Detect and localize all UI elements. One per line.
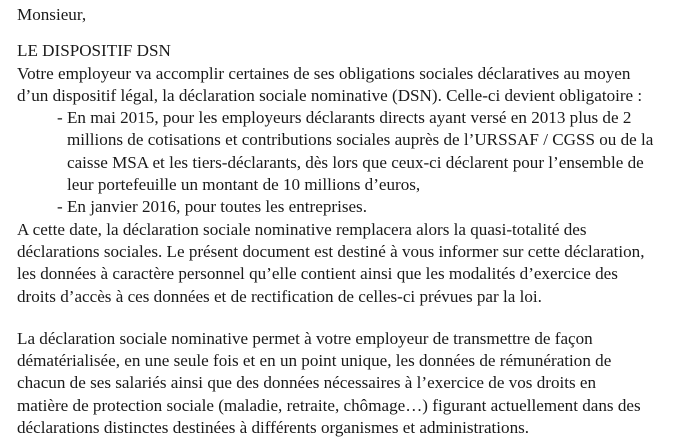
salutation: Monsieur, bbox=[17, 5, 87, 24]
paragraph-line: chacun de ses salariés ainsi que des données nécessaires à l’exercice de vos droits en bbox=[17, 373, 597, 393]
intro-paragraph bbox=[17, 63, 700, 108]
paragraph-dsn-purpose bbox=[17, 328, 700, 439]
paragraph-line: A cette date, la déclaration sociale nominative remplacera alors la quasi-totalité des bbox=[17, 219, 587, 239]
paragraph-replacement bbox=[17, 219, 700, 308]
bullet-may-2015 bbox=[17, 107, 700, 196]
bullet-line: millions de cotisations et contributions sociales auprès de l’URSSAF / CGSS ou de la bbox=[67, 130, 654, 150]
bullet-line: leur portefeuille un montant de 10 millions d’euros, bbox=[67, 175, 421, 195]
paragraph-line: matière de protection sociale (maladie, retraite, chômage…) figurant actuellement dans des bbox=[17, 395, 641, 415]
letter-body bbox=[17, 0, 700, 439]
paragraph-line: droits d’accès à ces données et de rectification de celles-ci prévues par la loi. bbox=[17, 286, 542, 306]
paragraph-spacer bbox=[17, 308, 700, 328]
bullet-line: caisse MSA et les tiers-déclarants, dès lors que ceux-ci déclarent pour l’ensemble de bbox=[67, 152, 644, 172]
paragraph-line: dématérialisée, en une seule fois et en un point unique, les données de rémunération de bbox=[17, 351, 612, 371]
bullet-line: - En janvier 2016, pour toutes les entreprises. bbox=[57, 197, 367, 217]
paragraph-line: La déclaration sociale nominative permet à votre employeur de transmettre de façon bbox=[17, 328, 593, 348]
bullet-january-2016 bbox=[17, 196, 700, 218]
section-title: LE DISPOSITIF DSN bbox=[17, 41, 171, 61]
intro-line: d’un dispositif légal, la déclaration sociale nominative (DSN). Celle-ci devient obligatoire : bbox=[17, 85, 643, 105]
bullet-line: - En mai 2015, pour les employeurs déclarants directs ayant versé en 2013 plus de 2 bbox=[57, 108, 632, 128]
paragraph-line: déclarations sociales. Le présent document est destiné à vous informer sur cette déclaration, bbox=[17, 241, 645, 261]
intro-line: Votre employeur va accomplir certaines de ses obligations sociales déclaratives au moyen bbox=[17, 63, 631, 83]
paragraph-line: déclarations distinctes destinées à différents organismes et administrations. bbox=[17, 418, 530, 438]
paragraph-line: les données à caractère personnel qu’elle contient ainsi que les modalités d’exercice des bbox=[17, 264, 618, 284]
